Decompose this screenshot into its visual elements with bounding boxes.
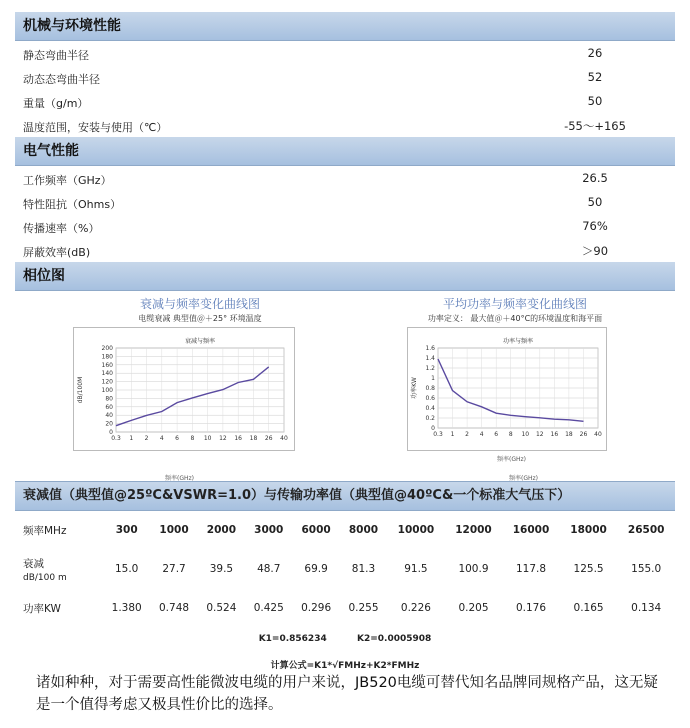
spec-value: ＞90 bbox=[581, 244, 609, 258]
table-cell: 1.380 bbox=[111, 602, 142, 614]
atten-unit: dB/100 m bbox=[23, 572, 67, 583]
k-values bbox=[15, 627, 675, 651]
elec-section-title: 电气性能 bbox=[15, 137, 675, 166]
spec-row bbox=[15, 214, 675, 238]
table-cell: 18000 bbox=[570, 524, 607, 536]
attenuation-chart bbox=[73, 327, 295, 451]
mech-section-title: 机械与环境性能 bbox=[15, 12, 675, 41]
y-tick-label: 0.4 bbox=[425, 405, 435, 412]
y-tick-label: 1.4 bbox=[425, 355, 435, 362]
y-tick-label: 1.6 bbox=[425, 345, 435, 352]
table-cell: 0.226 bbox=[400, 602, 431, 614]
x-tick-label: 1 bbox=[129, 435, 134, 442]
spec-row bbox=[15, 65, 675, 89]
table-cell: 0.134 bbox=[631, 602, 662, 614]
y-tick-label: 0.2 bbox=[425, 415, 435, 422]
table-cell: 117.8 bbox=[515, 563, 547, 575]
row-label bbox=[15, 511, 103, 549]
y-axis-label: dB/100M bbox=[77, 376, 84, 404]
y-tick-label: 1.2 bbox=[425, 365, 435, 372]
y-axis-label: 功率KW bbox=[411, 377, 418, 399]
table-cell: 26500 bbox=[627, 524, 665, 536]
chart-title: 衰减与频率变化曲线图 bbox=[139, 297, 260, 311]
spec-value: 52 bbox=[587, 70, 603, 84]
spec-value: 26 bbox=[587, 46, 603, 60]
x-tick-label: 40 bbox=[280, 435, 288, 442]
spec-label: 特性阻抗（Ohms） bbox=[23, 198, 122, 211]
spec-label: 工作频率（GHz） bbox=[23, 174, 112, 187]
spec-value: 76% bbox=[582, 219, 608, 233]
table-cell: 1000 bbox=[159, 524, 189, 536]
table-row bbox=[15, 549, 675, 589]
table-cell: 27.7 bbox=[162, 563, 186, 575]
table-cell: 15.0 bbox=[114, 563, 139, 575]
y-tick-label: 1 bbox=[431, 375, 435, 382]
table-cell: 0.524 bbox=[206, 602, 237, 614]
x-tick-label: 40 bbox=[594, 431, 602, 438]
x-tick-label: 16 bbox=[234, 435, 243, 442]
spec-row bbox=[15, 113, 675, 137]
chart-inner-title: 功率与频率 bbox=[502, 338, 534, 345]
chart-subtitle: 电缆衰减 典型值＠＋25° 环境温度 bbox=[138, 314, 262, 323]
x-tick-label: 6 bbox=[494, 431, 499, 438]
y-tick-label: 60 bbox=[105, 403, 113, 411]
spec-row bbox=[15, 166, 675, 190]
spec-row bbox=[15, 89, 675, 113]
y-tick-label: 180 bbox=[101, 353, 113, 361]
y-tick-label: 200 bbox=[101, 345, 113, 352]
spec-value: 50 bbox=[587, 94, 603, 108]
y-tick-label: 40 bbox=[105, 412, 113, 420]
table-cell: 39.5 bbox=[209, 563, 234, 575]
spec-label: 温度范围，安装与使用（℃） bbox=[23, 121, 168, 134]
table-row bbox=[15, 627, 675, 651]
table-cell: 6000 bbox=[301, 524, 331, 536]
table-cell: 0.748 bbox=[159, 602, 190, 614]
x-tick-label: 12 bbox=[219, 435, 227, 442]
y-tick-label: 100 bbox=[101, 387, 113, 394]
table-cell: 125.5 bbox=[573, 563, 604, 575]
atten-label: 衰减 bbox=[23, 557, 44, 570]
y-tick-label: 0.6 bbox=[425, 395, 435, 402]
x-tick-label: 8 bbox=[190, 435, 195, 442]
x-tick-label: 18 bbox=[249, 435, 258, 442]
chart-inner-title: 衰减与频率 bbox=[184, 338, 216, 345]
table-cell: 0.425 bbox=[253, 602, 284, 614]
y-tick-label: 120 bbox=[101, 378, 113, 386]
spec-label: 重量（g/m） bbox=[23, 97, 89, 110]
table-row bbox=[15, 589, 675, 627]
table-cell: 81.3 bbox=[351, 563, 376, 575]
table-cell: 155.0 bbox=[631, 563, 662, 575]
chart-x-label: 频率(GHz) bbox=[497, 456, 526, 463]
y-tick-label: 0 bbox=[431, 425, 435, 432]
footer-paragraph: 诸如种种，对于需要高性能微波电缆的用户来说，JB520电缆可替代知名品牌同规格产品，这无疑是一个值得考虑又极具性价比的选择。 bbox=[36, 675, 658, 713]
power-label: 功率KW bbox=[23, 602, 61, 615]
table-cell: 48.7 bbox=[257, 563, 281, 575]
table-cell: 3000 bbox=[254, 524, 284, 536]
spec-row bbox=[15, 238, 675, 262]
charts-area bbox=[15, 291, 675, 481]
x-tick-label: 12 bbox=[535, 431, 544, 438]
spec-sheet bbox=[15, 12, 675, 677]
x-tick-label: 16 bbox=[550, 431, 559, 438]
spec-label: 传播速率（%） bbox=[23, 222, 100, 235]
table-cell: 100.9 bbox=[458, 563, 489, 575]
k1-value: K1=0.856234 bbox=[258, 634, 327, 644]
formula: 计算公式=K1*√FMHz+K2*FMHz bbox=[270, 660, 420, 671]
x-tick-label: 4 bbox=[159, 435, 164, 442]
x-tick-label: 0.3 bbox=[433, 431, 443, 438]
chart-title: 平均功率与频率变化曲线图 bbox=[442, 297, 587, 311]
table-cell: 12000 bbox=[455, 524, 492, 536]
chart-subtitle: 功率定义： 最大值＠＋40°C的环境温度和海平面 bbox=[427, 314, 603, 323]
table-title: 衰减值（典型值@25ºC&VSWR=1.0）与传输功率值（典型值@40ºC&一个标准大气压下） bbox=[15, 481, 675, 511]
x-tick-label: 2 bbox=[465, 431, 470, 438]
x-tick-label: 0.3 bbox=[111, 435, 121, 442]
y-tick-label: 0.8 bbox=[425, 385, 435, 392]
table-cell: 0.165 bbox=[573, 602, 604, 614]
table-cell: 0.176 bbox=[515, 602, 547, 614]
power-chart bbox=[407, 327, 607, 451]
y-tick-label: 20 bbox=[105, 420, 113, 428]
table-cell: 300 bbox=[115, 524, 138, 536]
attenuation-chart-svg bbox=[74, 328, 294, 450]
table-cell: 16000 bbox=[512, 524, 550, 536]
freq-label: 频率MHz bbox=[23, 524, 67, 537]
spec-row bbox=[15, 190, 675, 214]
x-tick-label: 1 bbox=[450, 431, 455, 438]
x-tick-label: 2 bbox=[144, 435, 149, 442]
table-cell: 8000 bbox=[348, 524, 379, 536]
spec-value: 50 bbox=[587, 195, 603, 209]
y-tick-label: 160 bbox=[101, 361, 113, 369]
y-tick-label: 140 bbox=[101, 370, 113, 378]
x-tick-label: 8 bbox=[508, 431, 513, 438]
table-cell: 0.255 bbox=[348, 602, 379, 614]
x-tick-label: 18 bbox=[565, 431, 573, 438]
chart-x-label-cut: 频率(GHz) bbox=[509, 475, 538, 482]
mech-rows bbox=[15, 41, 675, 137]
spec-value: -55～+165 bbox=[564, 119, 626, 133]
x-tick-label: 10 bbox=[203, 435, 212, 442]
table-cell: 0.296 bbox=[301, 602, 332, 614]
k2-value: K2=0.0005908 bbox=[357, 634, 432, 644]
table-cell: 10000 bbox=[397, 524, 435, 536]
phase-section-title: 相位图 bbox=[15, 262, 675, 291]
attenuation-power-table bbox=[15, 511, 675, 677]
elec-rows bbox=[15, 166, 675, 262]
x-tick-label: 10 bbox=[521, 431, 530, 438]
table-cell: 91.5 bbox=[404, 563, 428, 575]
table-cell: 2000 bbox=[206, 524, 237, 536]
spec-label: 动态态弯曲半径 bbox=[23, 73, 100, 86]
row-label bbox=[15, 549, 103, 589]
y-tick-label: 80 bbox=[105, 395, 113, 403]
table-cell: 0.205 bbox=[458, 602, 489, 614]
x-tick-label: 26 bbox=[579, 431, 588, 438]
x-tick-label: 26 bbox=[264, 435, 273, 442]
power-chart-svg bbox=[408, 328, 606, 450]
x-tick-label: 4 bbox=[479, 431, 484, 438]
y-tick-label: 0 bbox=[109, 429, 113, 436]
spec-value: 26.5 bbox=[582, 171, 608, 185]
spec-row bbox=[15, 41, 675, 65]
row-label bbox=[15, 589, 103, 627]
spec-label: 屏蔽效率(dB) bbox=[23, 246, 91, 259]
chart-x-label-cut: 频率(GHz) bbox=[165, 475, 194, 482]
table-row bbox=[15, 511, 675, 549]
spec-label: 静态弯曲半径 bbox=[23, 49, 89, 62]
table-cell: 69.9 bbox=[304, 563, 328, 575]
x-tick-label: 6 bbox=[175, 435, 180, 442]
